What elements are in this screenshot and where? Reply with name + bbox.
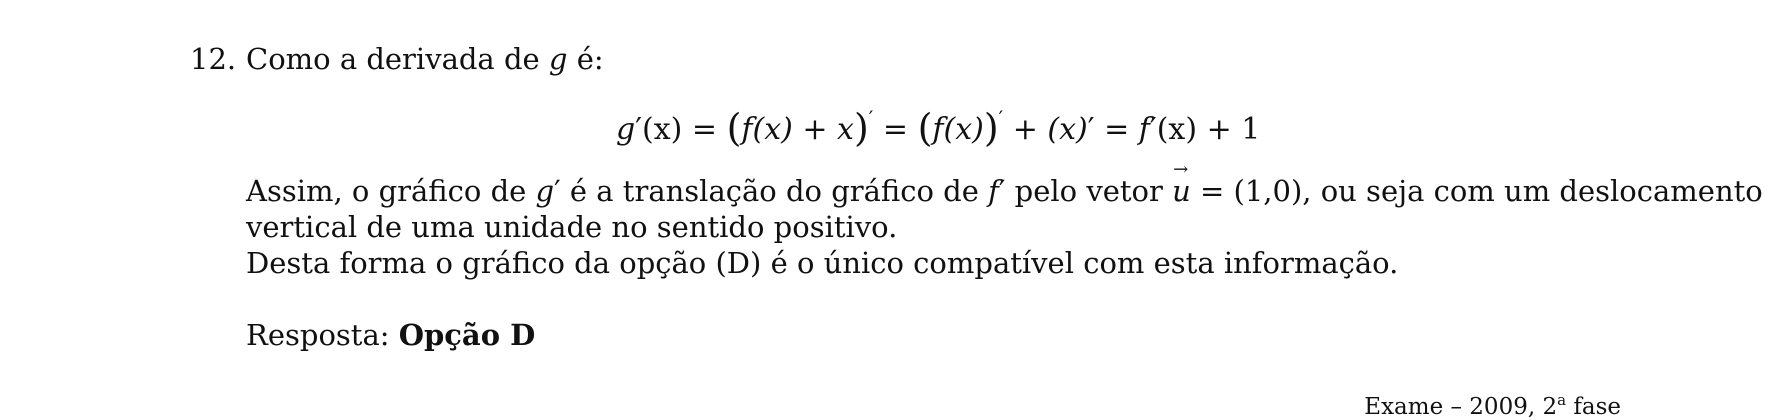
p1-var-g: g	[535, 174, 555, 208]
intro-text: Como a derivada de	[246, 42, 540, 76]
paragraph-line-1: Assim, o gráfico de g′ é a translação do gráfico de f′ pelo vetor → u = (1,0), ou seja com um deslocamento	[246, 174, 1763, 208]
intro-end: é:	[576, 42, 604, 76]
paragraph-line-3: Desta forma o gráfico da opção (D) é o único compatível com esta informação.	[246, 246, 1399, 280]
footer-exam: Exame – 2009, 2	[1364, 394, 1558, 420]
p1-b: é a translação do gráfico de	[569, 174, 979, 208]
question-number: 12.	[190, 42, 237, 76]
footer-source	[1364, 391, 1621, 420]
p1-a: Assim, o gráfico de	[246, 174, 527, 208]
eq-rhs-fn: f	[1138, 112, 1150, 147]
eq-lhs-arg: (x)	[642, 112, 683, 147]
eq-inner2: f(x)	[932, 112, 984, 147]
vector-u: → u	[1172, 174, 1191, 208]
footer-phase: fase	[1573, 394, 1621, 420]
answer-value: Opção D	[398, 318, 536, 352]
eq-term-x: (x)	[1047, 112, 1088, 147]
intro-var: g	[548, 42, 568, 76]
eq-inner1: f(x) + x	[741, 112, 854, 147]
answer-label: Resposta:	[246, 318, 390, 352]
p1-var-f: f	[988, 174, 999, 208]
question-intro	[246, 42, 604, 76]
derivative-equation: g′(x) = (f(x) + x)′ = (f(x))′ + (x)′ = f′(x) + 1	[616, 106, 1261, 150]
paragraph-line-2: vertical de uma unidade no sentido positivo.	[246, 210, 898, 244]
p1-vec-val: = (1,0), ou seja com um deslocamento	[1200, 174, 1763, 208]
eq-lhs-fn: g	[616, 112, 636, 147]
footer-ordinal: a	[1557, 391, 1567, 409]
eq-rhs-end: (x) + 1	[1156, 112, 1261, 147]
answer	[246, 318, 535, 352]
p1-c: pelo vetor	[1014, 174, 1163, 208]
